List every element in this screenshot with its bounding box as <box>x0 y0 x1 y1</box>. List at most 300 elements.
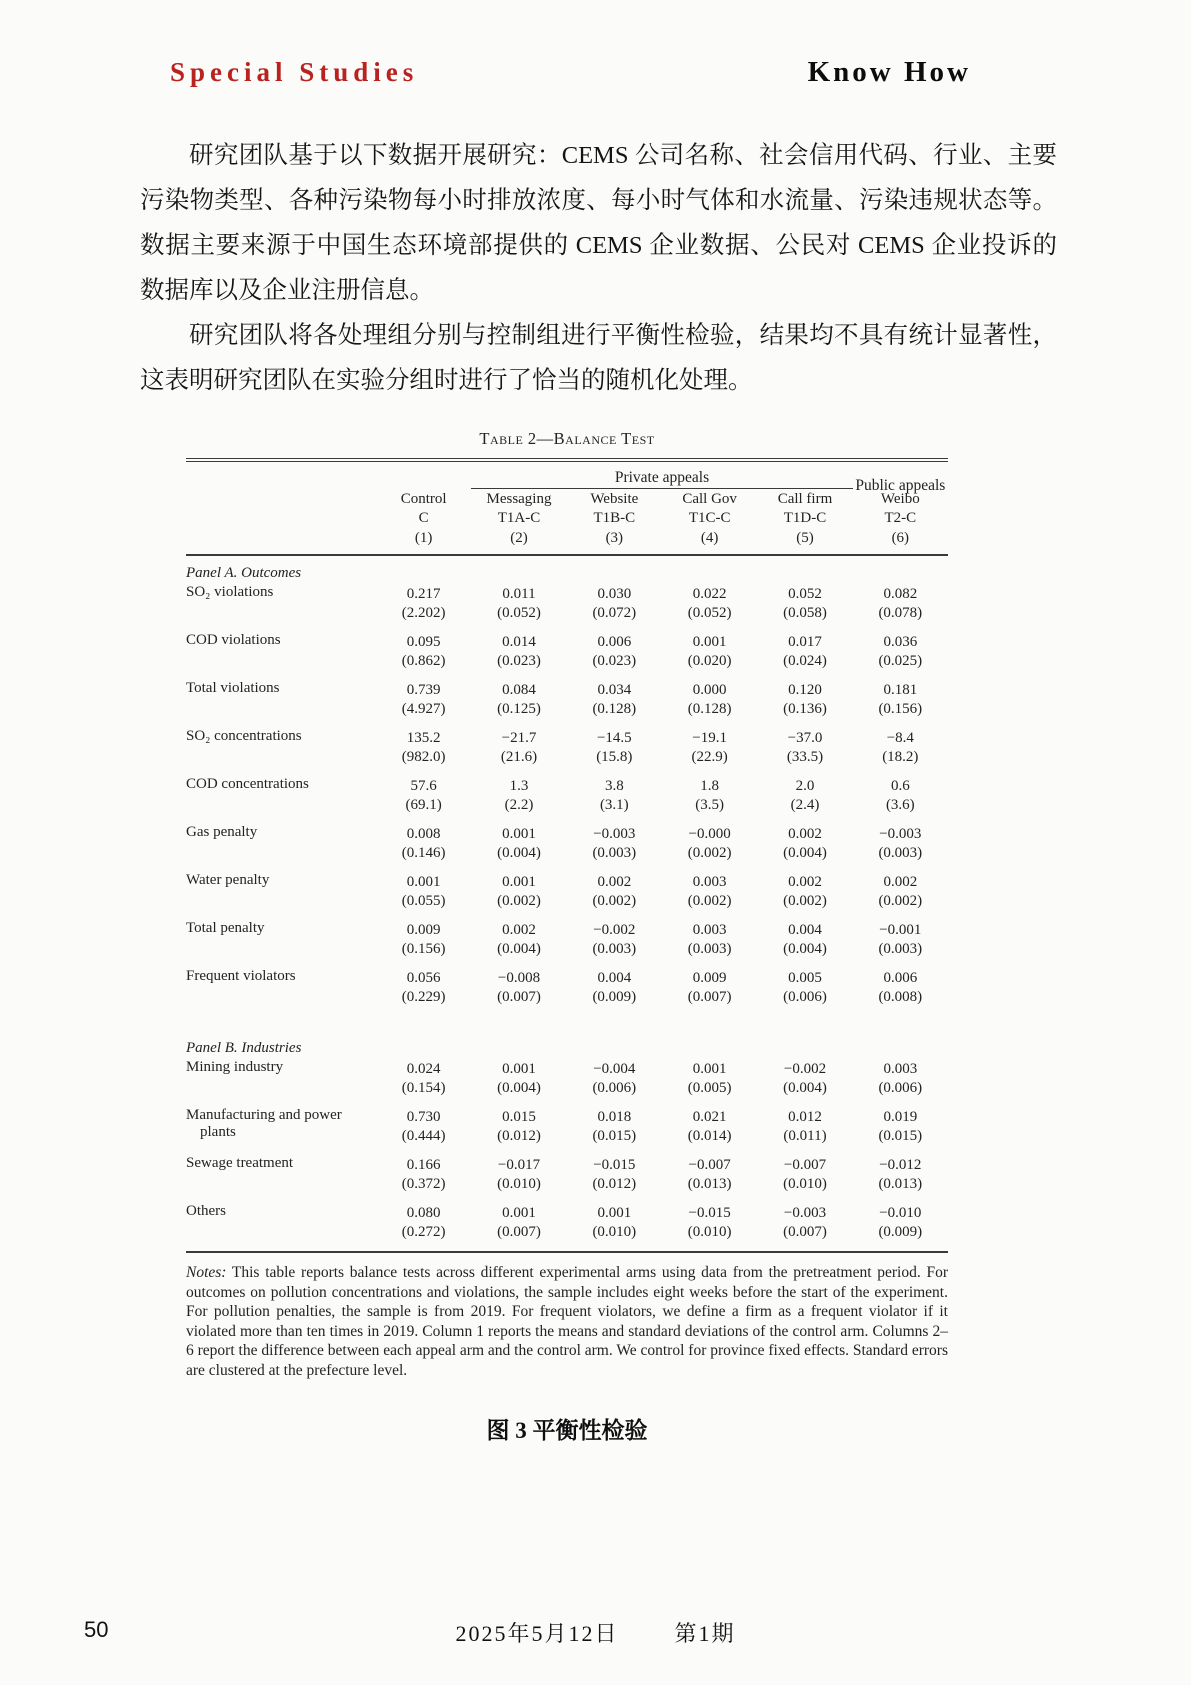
column-number: (5) <box>757 527 852 555</box>
table-cell <box>471 584 566 632</box>
standard-error: (0.008) <box>878 989 923 1005</box>
standard-error: (22.9) <box>691 749 728 765</box>
column-name: Call Gov <box>682 491 737 507</box>
table-cell <box>376 824 471 872</box>
estimate-value: 3.8 <box>604 778 624 794</box>
table-cell <box>662 680 757 728</box>
table-cell <box>567 824 662 872</box>
standard-error: (0.128) <box>592 701 637 717</box>
standard-error: (0.003) <box>878 845 923 861</box>
estimate-value: −0.000 <box>688 826 731 842</box>
standard-error: (0.020) <box>687 653 732 669</box>
table-cell <box>471 1203 566 1252</box>
table-cell <box>757 584 852 632</box>
table-title: Table 2—Balance Test <box>479 429 655 448</box>
standard-error: (0.009) <box>878 1224 923 1240</box>
estimate-value: 0.012 <box>788 1109 822 1125</box>
table-cell <box>376 1203 471 1252</box>
table-cell <box>471 968 566 1016</box>
row-label: SO₂ violations <box>186 584 274 600</box>
standard-error: (3.1) <box>599 797 629 813</box>
table-cell <box>853 680 948 728</box>
table-row <box>186 824 948 872</box>
estimate-value: 0.003 <box>883 1061 918 1077</box>
standard-error: (18.2) <box>882 749 919 765</box>
estimate-value: −0.010 <box>879 1205 922 1221</box>
standard-error: (0.372) <box>401 1176 446 1192</box>
estimate-value: 0.009 <box>406 922 441 938</box>
estimate-value: 0.082 <box>883 586 918 602</box>
table-cell <box>567 872 662 920</box>
standard-error: (0.009) <box>592 989 637 1005</box>
estimate-value: 0.095 <box>406 634 441 650</box>
table-body <box>186 555 948 1252</box>
table-cell <box>567 968 662 1016</box>
estimate-value: 0.004 <box>597 970 632 986</box>
column-number: (4) <box>662 527 757 555</box>
figure-caption: 图 3 平衡性检验 <box>486 1418 648 1443</box>
column-code: T1B-C <box>593 510 636 526</box>
table-cell <box>662 872 757 920</box>
column-number: (2) <box>471 527 566 555</box>
standard-error: (0.015) <box>592 1128 637 1144</box>
table-cell <box>376 776 471 824</box>
page-footer <box>0 1617 1191 1649</box>
footer-date: 2025年5月12日 <box>455 1621 619 1646</box>
standard-error: (0.003) <box>592 941 637 957</box>
standard-error: (0.003) <box>878 941 923 957</box>
standard-error: (2.2) <box>504 797 534 813</box>
table-cell <box>567 584 662 632</box>
standard-error: (2.4) <box>790 797 820 813</box>
estimate-value: −0.003 <box>593 826 636 842</box>
row-label: Sewage treatment <box>186 1155 294 1171</box>
row-label: Others <box>186 1203 226 1219</box>
row-label: Manufacturing and power plants <box>186 1107 342 1140</box>
estimate-value: 0.005 <box>788 970 822 986</box>
standard-error: (0.004) <box>497 1080 541 1096</box>
table-cell <box>567 1107 662 1155</box>
estimate-value: 0.036 <box>883 634 918 650</box>
table-row <box>186 1155 948 1203</box>
section-title: Special Studies <box>170 57 419 87</box>
estimate-value: 0.008 <box>406 826 441 842</box>
estimate-value: 0.006 <box>597 634 632 650</box>
standard-error: (0.023) <box>592 653 637 669</box>
estimate-value: 0.052 <box>788 586 822 602</box>
balance-table <box>186 458 948 1253</box>
table-cell <box>471 920 566 968</box>
footer-date-issue <box>0 1617 1191 1648</box>
standard-error: (0.002) <box>497 893 541 909</box>
table-row <box>186 1059 948 1107</box>
table-cell <box>662 632 757 680</box>
table-cell <box>567 920 662 968</box>
standard-error: (0.007) <box>497 1224 541 1240</box>
estimate-value: 0.019 <box>883 1109 918 1125</box>
estimate-value: 0.018 <box>597 1109 632 1125</box>
table-notes <box>186 1263 948 1380</box>
estimate-value: 0.021 <box>692 1109 727 1125</box>
notes-text: This table reports balance tests across different experimental arms using data from the pretreatment period. For outcomes on pollution concentrations and violations, the sample includes eight weeks before the start of the experiment. For pollution penalties, the sample is from 2019. For frequent violators, we define a firm as a frequent violator if it violated more than ten times in 2019. Column 1 reports the means and standard deviations of the control arm. Columns 2–6 report the difference between each appeal arm and the control arm. We control for province fixed effects. Standard errors are clustered at the prefecture level. <box>186 1264 948 1379</box>
estimate-value: −0.007 <box>688 1157 731 1173</box>
table-cell <box>376 1107 471 1155</box>
column-name: Call firm <box>777 491 833 507</box>
estimate-value: 0.002 <box>788 874 822 890</box>
standard-error: (0.013) <box>878 1176 923 1192</box>
column-number: (6) <box>853 527 948 555</box>
standard-error: (0.007) <box>783 1224 827 1240</box>
page-number: 50 <box>84 1617 109 1642</box>
column-code: T2-C <box>884 510 917 526</box>
standard-error: (0.052) <box>497 605 541 621</box>
column-code: T1A-C <box>497 510 541 526</box>
standard-error: (3.5) <box>695 797 725 813</box>
table-cell <box>662 728 757 776</box>
estimate-value: 0.002 <box>788 826 822 842</box>
estimate-value: 0.056 <box>406 970 441 986</box>
standard-error: (0.015) <box>878 1128 923 1144</box>
standard-error: (0.006) <box>783 989 827 1005</box>
standard-error: (0.154) <box>401 1080 446 1096</box>
table-cell <box>853 728 948 776</box>
table-cell <box>471 1155 566 1203</box>
table-cell <box>853 1059 948 1107</box>
estimate-value: 57.6 <box>410 778 437 794</box>
standard-error: (0.004) <box>783 845 827 861</box>
estimate-value: −19.1 <box>692 730 727 746</box>
standard-error: (982.0) <box>401 749 446 765</box>
estimate-value: 0.6 <box>890 778 910 794</box>
table-cell <box>853 632 948 680</box>
estimate-value: 0.009 <box>692 970 727 986</box>
standard-error: (0.156) <box>401 941 446 957</box>
row-label: Gas penalty <box>186 824 258 840</box>
standard-error: (0.078) <box>878 605 923 621</box>
table-cell <box>471 1107 566 1155</box>
estimate-value: 0.017 <box>788 634 822 650</box>
column-number: (1) <box>376 527 471 555</box>
column-number-row <box>186 527 948 555</box>
standard-error: (0.003) <box>592 845 637 861</box>
table-cell <box>757 680 852 728</box>
standard-error: (0.013) <box>687 1176 732 1192</box>
standard-error: (0.006) <box>592 1080 637 1096</box>
estimate-value: 0.001 <box>502 1061 536 1077</box>
estimate-value: 0.001 <box>502 826 536 842</box>
table-cell <box>376 584 471 632</box>
standard-error: (0.055) <box>401 893 446 909</box>
table-row <box>186 1107 948 1155</box>
table-cell <box>376 920 471 968</box>
table-cell <box>853 968 948 1016</box>
table-cell <box>567 1059 662 1107</box>
standard-error: (2.202) <box>401 605 446 621</box>
group-header-row <box>186 460 948 489</box>
body-text <box>140 133 1057 403</box>
table-cell <box>757 632 852 680</box>
table-row <box>186 584 948 632</box>
table-cell <box>376 872 471 920</box>
row-label: Mining industry <box>186 1059 284 1075</box>
estimate-value: −21.7 <box>501 730 537 746</box>
table-cell <box>853 1107 948 1155</box>
table-row <box>186 632 948 680</box>
table-cell <box>757 776 852 824</box>
table-cell <box>567 776 662 824</box>
column-code: T1C-C <box>688 510 731 526</box>
standard-error: (0.007) <box>497 989 541 1005</box>
standard-error: (0.012) <box>592 1176 637 1192</box>
table-cell <box>471 1059 566 1107</box>
public-appeals-header: Public appeals <box>855 477 946 495</box>
table-cell <box>757 824 852 872</box>
estimate-value: 0.002 <box>597 874 632 890</box>
estimate-value: 2.0 <box>795 778 815 794</box>
estimate-value: 0.001 <box>502 874 536 890</box>
column-title: Know How <box>807 56 971 88</box>
standard-error: (0.004) <box>497 845 541 861</box>
panel-label-row <box>186 1016 948 1059</box>
standard-error: (0.444) <box>401 1128 446 1144</box>
table-row <box>186 776 948 824</box>
table-cell <box>662 776 757 824</box>
standard-error: (0.010) <box>497 1176 541 1192</box>
column-code: C <box>418 510 429 526</box>
column-name-row <box>186 489 948 509</box>
estimate-value: 0.030 <box>597 586 632 602</box>
estimate-value: 0.080 <box>406 1205 441 1221</box>
panel-label-row <box>186 555 948 584</box>
estimate-value: −0.002 <box>593 922 636 938</box>
row-label: COD violations <box>186 632 281 648</box>
estimate-value: 0.024 <box>406 1061 441 1077</box>
paragraph-data-sources: 研究团队基于以下数据开展研究：CEMS 公司名称、社会信用代码、行业、主要污染物类型、各种污染物每小时排放浓度、每小时气体和水流量、污染违规状态等。数据主要来源于中国生态环境部提供的 CEMS 企业数据、公民对 CEMS 企业投诉的数据库以及企业注册信息。 <box>140 142 1057 304</box>
standard-error: (0.125) <box>497 701 541 717</box>
row-label: Total penalty <box>186 920 265 936</box>
table-header <box>186 460 948 555</box>
standard-error: (21.6) <box>500 749 538 765</box>
estimate-value: 0.002 <box>883 874 918 890</box>
footer-issue: 第1期 <box>674 1621 736 1646</box>
estimate-value: 0.001 <box>692 1061 727 1077</box>
notes-label: Notes: <box>186 1264 227 1281</box>
table-cell <box>757 1155 852 1203</box>
table-row <box>186 872 948 920</box>
standard-error: (0.156) <box>878 701 923 717</box>
estimate-value: 0.739 <box>406 682 441 698</box>
estimate-value: 0.001 <box>502 1205 536 1221</box>
standard-error: (0.023) <box>497 653 541 669</box>
table-cell <box>853 1203 948 1252</box>
estimate-value: −0.017 <box>497 1157 541 1173</box>
table-cell <box>662 584 757 632</box>
table-cell <box>376 1059 471 1107</box>
estimate-value: 0.001 <box>692 634 727 650</box>
table-cell <box>757 968 852 1016</box>
table-cell <box>757 920 852 968</box>
estimate-value: 0.006 <box>883 970 918 986</box>
estimate-value: −0.012 <box>879 1157 922 1173</box>
table-row <box>186 1203 948 1252</box>
table-cell <box>662 1203 757 1252</box>
estimate-value: −0.015 <box>688 1205 731 1221</box>
estimate-value: −37.0 <box>787 730 823 746</box>
row-label: Total violations <box>186 680 280 696</box>
estimate-value: 0.015 <box>502 1109 536 1125</box>
table-cell <box>757 1059 852 1107</box>
table-cell <box>853 776 948 824</box>
estimate-value: 0.166 <box>406 1157 441 1173</box>
table-cell <box>853 872 948 920</box>
estimate-value: 0.003 <box>692 922 727 938</box>
table-cell <box>757 728 852 776</box>
table-cell <box>376 680 471 728</box>
standard-error: (4.927) <box>401 701 446 717</box>
standard-error: (0.014) <box>687 1128 732 1144</box>
standard-error: (0.002) <box>687 845 732 861</box>
column-code-row <box>186 508 948 527</box>
column-name: Control <box>400 490 447 507</box>
standard-error: (3.6) <box>885 797 915 813</box>
standard-error: (33.5) <box>786 749 824 765</box>
standard-error: (0.229) <box>401 989 446 1005</box>
estimate-value: −0.003 <box>879 826 922 842</box>
estimate-value: 0.004 <box>788 922 822 938</box>
column-number: (3) <box>567 527 662 555</box>
table-cell <box>853 920 948 968</box>
table-cell <box>662 1107 757 1155</box>
table-cell <box>471 872 566 920</box>
table-cell <box>376 728 471 776</box>
estimate-value: −0.008 <box>497 970 541 986</box>
row-label: SO₂ concentrations <box>186 728 302 744</box>
estimate-value: 0.120 <box>788 682 822 698</box>
standard-error: (0.002) <box>592 893 637 909</box>
estimate-value: 0.001 <box>406 874 441 890</box>
estimate-value: 0.181 <box>883 682 918 698</box>
estimate-value: 0.000 <box>692 682 727 698</box>
standard-error: (0.058) <box>783 605 827 621</box>
standard-error: (0.005) <box>687 1080 732 1096</box>
table-row <box>186 680 948 728</box>
table-cell <box>757 1107 852 1155</box>
standard-error: (0.136) <box>783 701 827 717</box>
estimate-value: 1.8 <box>700 778 720 794</box>
private-appeals-header: Private appeals <box>471 460 852 489</box>
table-cell <box>567 728 662 776</box>
estimate-value: 0.217 <box>406 586 441 602</box>
standard-error: (0.010) <box>592 1224 637 1240</box>
estimate-value: −0.003 <box>783 1205 827 1221</box>
standard-error: (0.007) <box>687 989 732 1005</box>
estimate-value: 0.003 <box>692 874 727 890</box>
estimate-value: 0.001 <box>597 1205 632 1221</box>
row-label: Frequent violators <box>186 968 296 984</box>
table-cell <box>567 1155 662 1203</box>
panel-label: Panel A. Outcomes <box>186 565 302 581</box>
paragraph-balance-test: 研究团队将各处理组分别与控制组进行平衡性检验，结果均不具有统计显著性，这表明研究团队在实验分组时进行了恰当的随机化处理。 <box>140 322 1057 394</box>
standard-error: (0.025) <box>878 653 923 669</box>
estimate-value: 1.3 <box>509 778 529 794</box>
table-cell <box>471 776 566 824</box>
estimate-value: 0.084 <box>502 682 536 698</box>
table-cell <box>662 1155 757 1203</box>
table-cell <box>662 920 757 968</box>
standard-error: (0.006) <box>878 1080 923 1096</box>
standard-error: (0.128) <box>687 701 732 717</box>
panel-label: Panel B. Industries <box>186 1040 302 1056</box>
table-cell <box>853 1155 948 1203</box>
standard-error: (0.024) <box>783 653 827 669</box>
table-cell <box>567 680 662 728</box>
standard-error: (0.862) <box>401 653 446 669</box>
table-cell <box>471 632 566 680</box>
estimate-value: 0.022 <box>692 586 727 602</box>
standard-error: (69.1) <box>405 797 442 813</box>
estimate-value: −0.001 <box>879 922 922 938</box>
estimate-value: −8.4 <box>886 730 914 746</box>
table-cell <box>853 824 948 872</box>
estimate-value: 135.2 <box>406 730 441 746</box>
standard-error: (0.011) <box>783 1128 827 1144</box>
standard-error: (0.010) <box>783 1176 827 1192</box>
table-cell <box>471 680 566 728</box>
estimate-value: 0.034 <box>597 682 632 698</box>
standard-error: (0.003) <box>687 941 732 957</box>
standard-error: (0.004) <box>783 1080 827 1096</box>
table-cell <box>662 968 757 1016</box>
standard-error: (0.272) <box>401 1224 446 1240</box>
table-cell <box>757 872 852 920</box>
column-code: T1D-C <box>783 510 827 526</box>
estimate-value: −0.002 <box>783 1061 827 1077</box>
table-cell <box>662 1059 757 1107</box>
table-cell <box>376 632 471 680</box>
standard-error: (0.002) <box>878 893 923 909</box>
page-header <box>0 0 1191 89</box>
balance-table-block <box>186 429 948 1445</box>
estimate-value: 0.730 <box>406 1109 441 1125</box>
standard-error: (0.012) <box>497 1128 541 1144</box>
standard-error: (0.010) <box>687 1224 732 1240</box>
table-cell <box>376 968 471 1016</box>
table-row <box>186 968 948 1016</box>
row-label: Water penalty <box>186 872 270 888</box>
table-row <box>186 920 948 968</box>
column-name: Website <box>590 491 639 507</box>
column-name: Messaging <box>486 491 552 507</box>
estimate-value: −0.004 <box>593 1061 636 1077</box>
table-cell <box>853 584 948 632</box>
table-cell <box>567 1203 662 1252</box>
estimate-value: 0.011 <box>502 586 536 602</box>
standard-error: (0.072) <box>592 605 637 621</box>
estimate-value: 0.002 <box>502 922 536 938</box>
row-label: COD concentrations <box>186 776 309 792</box>
table-cell <box>567 632 662 680</box>
estimate-value: −14.5 <box>596 730 632 746</box>
estimate-value: −0.015 <box>593 1157 636 1173</box>
table-cell <box>757 1203 852 1252</box>
table-row <box>186 728 948 776</box>
standard-error: (0.002) <box>783 893 827 909</box>
table-cell <box>471 728 566 776</box>
standard-error: (15.8) <box>596 749 633 765</box>
standard-error: (0.004) <box>783 941 827 957</box>
standard-error: (0.002) <box>687 893 732 909</box>
standard-error: (0.052) <box>687 605 732 621</box>
